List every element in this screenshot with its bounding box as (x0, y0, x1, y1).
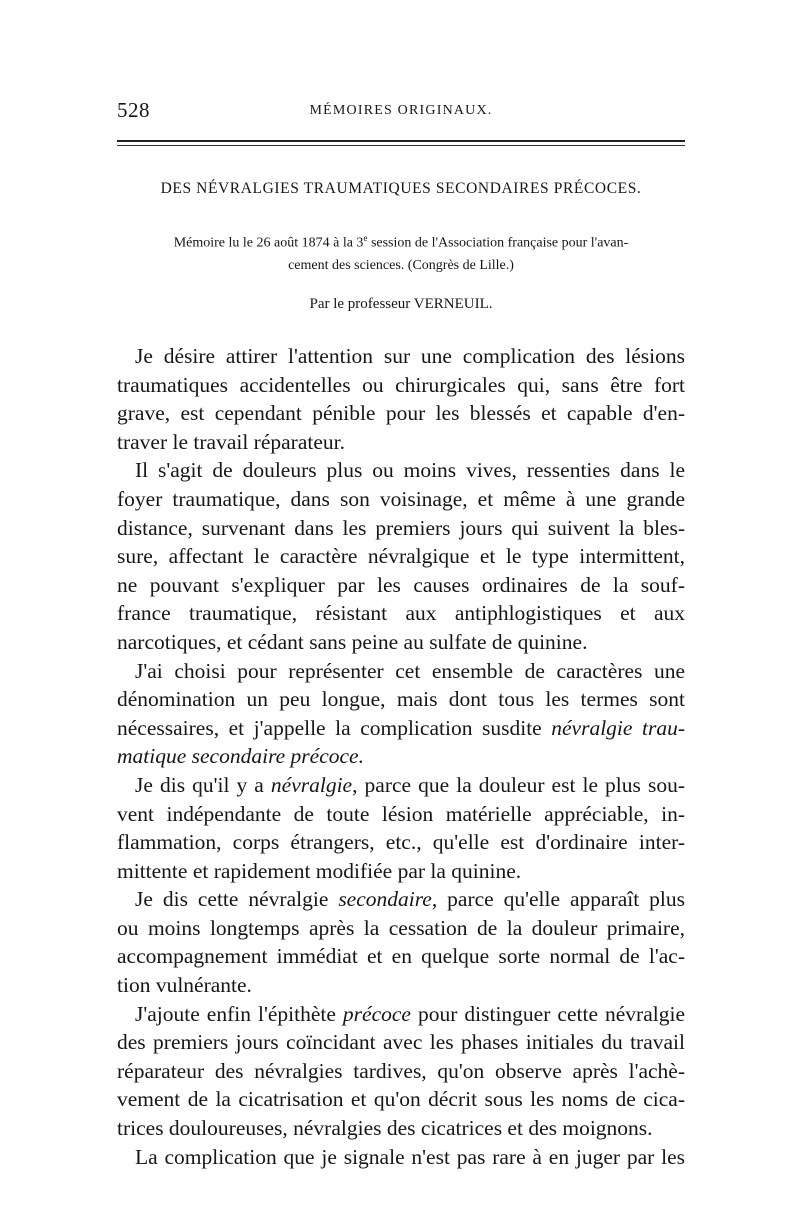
text-line: Il s'agit de douleurs plus ou moins vives, ressenties dans le (135, 458, 685, 483)
text-line: sure, affectant le caractère névralgique et le type intermittent, (117, 544, 685, 569)
text-line: vent indépendante de toute lésion matérielle appréciable, in- (117, 801, 685, 826)
text-line: ne pouvant s'expliquer par les causes ordinaires de la souf- (117, 572, 685, 597)
text-line: narcotiques, et cédant sans peine au sulfate de quinine. (117, 629, 588, 654)
page-number: 528 (117, 98, 150, 122)
text-line: accompagnement immédiat et en quelque sorte normal de l'ac- (117, 944, 685, 969)
text-line: nécessaires, et j'appelle la complication susdite névralgie trau- (117, 715, 685, 740)
text-line: Je dis qu'il y a névralgie, parce que la douleur est le plus sou- (135, 772, 685, 797)
superscript: e (363, 233, 368, 243)
text-line: matique secondaire précoce. (117, 744, 364, 769)
body-text (117, 342, 685, 1171)
text-line: Je désire attirer l'attention sur une complication des lésions (135, 344, 685, 368)
text-line: trices douloureuses, névralgies des cicatrices et des moignons. (117, 1116, 653, 1141)
text-line: ou moins longtemps après la cessation de la douleur primaire, (117, 915, 685, 940)
article-title: DES NÉVRALGIES TRAUMATIQUES SECONDAIRES PRÉCOCES. (160, 180, 642, 197)
italic-term: névralgie, (270, 772, 358, 797)
italic-term: secondaire, (338, 887, 438, 912)
text-line: foyer traumatique, dans son voisinage, et même à une grande (117, 486, 685, 511)
header-rule-thick (117, 140, 685, 142)
text-line: traver le travail réparateur. (117, 429, 345, 454)
text-line: La complication que je signale n'est pas rare à en juger par les (135, 1144, 685, 1169)
text-line: france traumatique, résistant aux antiphlogistiques et aux (117, 601, 685, 626)
italic-term: névralgie trau- (551, 715, 685, 740)
text-line: flammation, corps étrangers, etc., qu'elle est d'ordinaire inter- (117, 830, 685, 855)
memoir-note-line-2: cement des sciences. (Congrès de Lille.) (288, 257, 514, 273)
header-rule-thin (117, 145, 685, 146)
author-byline: Par le professeur VERNEUIL. (309, 296, 493, 312)
text-line: Je dis cette névralgie secondaire, parce qu'elle apparaît plus (135, 887, 685, 912)
running-title: MÉMOIRES ORIGINAUX. (309, 103, 493, 118)
text-line: traumatiques accidentelles ou chirurgicales qui, sans être fort (117, 372, 685, 397)
text-line: tion vulnérante. (117, 973, 252, 998)
text-line: J'ai choisi pour représenter cet ensemble de caractères une (135, 658, 685, 683)
text-line: dénomination un peu longue, mais dont tous les termes sont (117, 687, 685, 712)
memoir-note-line-1: Mémoire lu le 26 août 1874 à la 3e session de l'Association française pour l'avan- (173, 233, 629, 251)
text-line: réparateur des névralgies tardives, qu'on observe après l'achè- (117, 1058, 685, 1083)
text-line: distance, survenant dans les premiers jours qui suivent la bles- (117, 515, 685, 540)
text-line: des premiers jours coïncidant avec les phases initiales du travail (117, 1030, 685, 1055)
memoir-note (117, 227, 685, 277)
running-head (117, 98, 685, 124)
text-line: J'ajoute enfin l'épithète précoce pour distinguer cette névralgie (135, 1001, 685, 1026)
text-line: vement de la cicatrisation et qu'on décrit sous les noms de cica- (117, 1087, 685, 1112)
text-line: grave, est cependant pénible pour les blessés et capable d'en- (117, 401, 685, 426)
italic-term: précoce (342, 1001, 411, 1026)
text-line: mittente et rapidement modifiée par la quinine. (117, 858, 522, 883)
